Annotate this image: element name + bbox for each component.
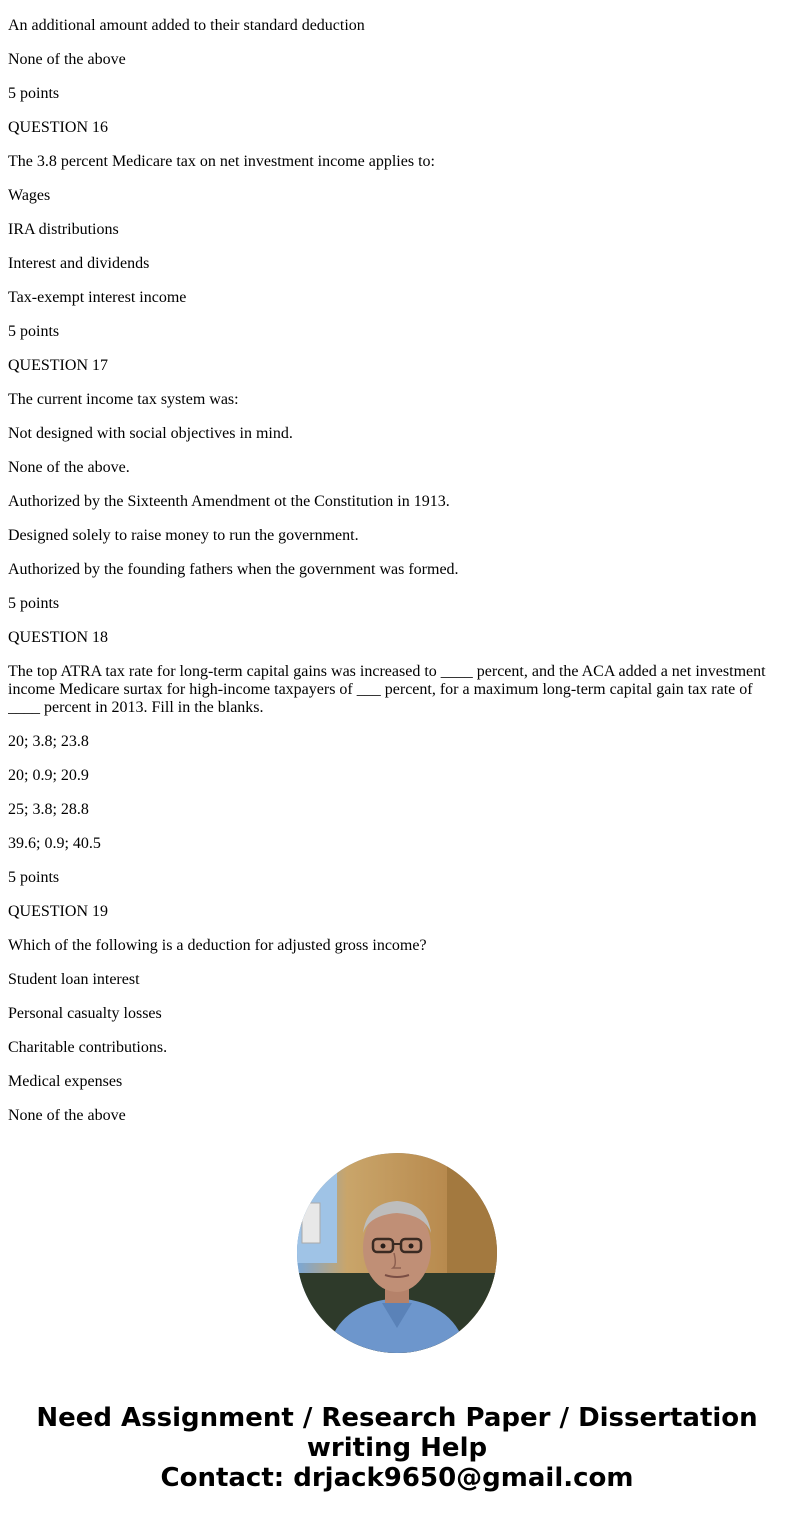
answer-option: Authorized by the Sixteenth Amendment ot the Constitution in 1913. [8, 493, 450, 510]
answer-option: 39.6; 0.9; 40.5 [8, 835, 101, 852]
answer-option: IRA distributions [8, 221, 119, 238]
answer-option: None of the above [8, 1107, 126, 1123]
points-label: 5 points [8, 869, 60, 886]
answer-option: 20; 0.9; 20.9 [8, 767, 89, 784]
answer-option: Interest and dividends [8, 255, 150, 272]
answer-option: Student loan interest [8, 971, 140, 988]
answer-option: Not designed with social objectives in mind. [8, 425, 293, 442]
question-heading: QUESTION 16 [8, 119, 108, 136]
avatar [297, 1153, 497, 1353]
answer-option: Designed solely to raise money to run the government. [8, 527, 359, 544]
promo-section [0, 1123, 794, 1523]
person-portrait-image [297, 1153, 497, 1353]
answer-option: Medical expenses [8, 1073, 123, 1090]
promo-line-2: writing Help [306, 1433, 488, 1463]
answer-option: Tax-exempt interest income [8, 289, 187, 306]
promo-message [20, 1403, 774, 1493]
question-heading: QUESTION 17 [8, 357, 108, 374]
answer-option: None of the above. [8, 459, 130, 476]
question-text: The top ATRA tax rate for long-term capital gains was increased to ____ percent, and the ACA added a net investment income Medicare surtax for high-income taxpayers of ___ percent, for a maximum long-term capital gain tax rate of ____ percent in 2013. Fill in the blanks. [8, 663, 766, 716]
answer-option: 25; 3.8; 28.8 [8, 801, 89, 818]
answer-option: Personal casualty losses [8, 1005, 162, 1022]
answer-option: Authorized by the founding fathers when the government was formed. [8, 561, 459, 578]
answer-option: Wages [8, 187, 51, 204]
question-text: The 3.8 percent Medicare tax on net investment income applies to: [8, 153, 435, 170]
document-body [8, 0, 774, 1123]
question-heading: QUESTION 18 [8, 629, 108, 646]
answer-option: 20; 3.8; 23.8 [8, 733, 89, 750]
promo-contact: Contact: drjack9650@gmail.com [160, 1463, 634, 1493]
answer-option [8, 0, 774, 1]
points-label: 5 points [8, 85, 60, 102]
answer-option: Charitable contributions. [8, 1039, 168, 1056]
question-text: Which of the following is a deduction for adjusted gross income? [8, 937, 427, 954]
question-text: The current income tax system was: [8, 391, 239, 408]
promo-line-1: Need Assignment / Research Paper / Dissertation [36, 1403, 758, 1433]
question-heading: QUESTION 19 [8, 903, 108, 920]
answer-option: None of the above [8, 51, 126, 68]
points-label: 5 points [8, 595, 60, 612]
points-label: 5 points [8, 323, 60, 340]
answer-option: An additional amount added to their standard deduction [8, 17, 365, 34]
